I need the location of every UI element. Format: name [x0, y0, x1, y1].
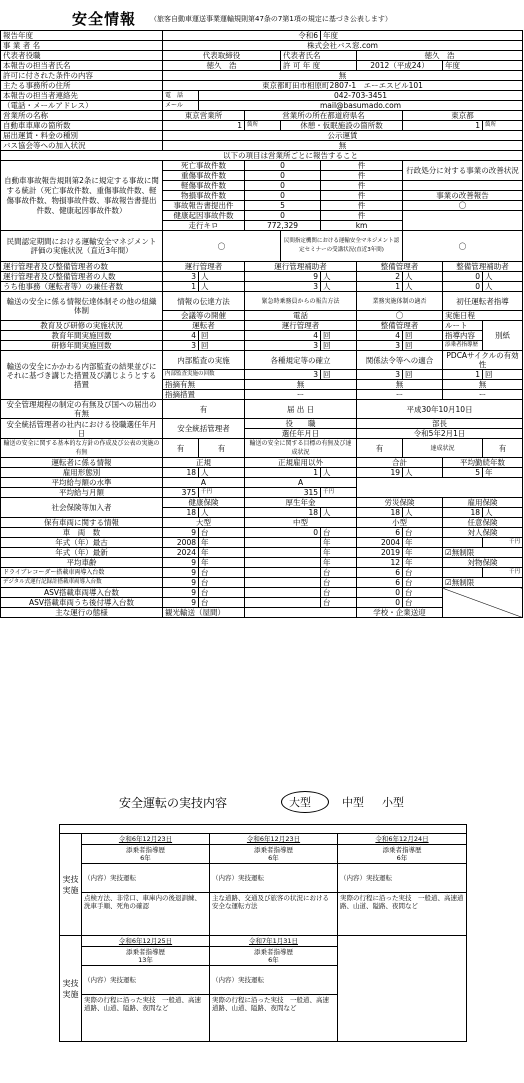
row-vehicles-dig: デジタル式運行記録計搭載車両導入台数 9 台 台 6 台 ☑無制限 [1, 578, 523, 588]
row-fare: 届出運賃・料金の種別 公示運賃 [1, 131, 523, 141]
row-managers-count: 運行管理者及び整備管理者の人数 3 人 9 人 2 人 0 人 [1, 272, 523, 282]
row-vehicles-dr: ドライブレコーダー搭載車両導入台数 9 台 台 6 台 千円 [1, 568, 523, 578]
row-vehicles-new: 年式（年）最新 2024 年 年 2019 年 ☑無制限 [1, 548, 523, 558]
page-title: 安全情報 [72, 10, 137, 28]
row-insurance-vals: 18 人 18 人 18 人 18 人 [1, 508, 523, 518]
row-managers-resp: うち他事務（運転者等）の兼任者数 1 人 3 人 1 人 0 人 [1, 282, 523, 292]
row-representative: 代表者役職 代表取締役 代表者氏名 徳久 浩 [1, 51, 523, 61]
row-office-name: 営業所の名称 東京営業所 営業所の所在都道府県名 東京都 [1, 111, 523, 121]
row-contact-tel: 本報告の担当者連絡先 電 話 042-703-3451 [1, 91, 523, 101]
row-edu-year: 教育年間実施回数 4 回 4 回 4 回 指導内容 [1, 331, 523, 341]
row-office-address: 主たる事務所の住所 東京都町田市相原町2807-1 エーエスビル101 [1, 81, 523, 91]
safety-info-table [0, 30, 523, 618]
row-report-year: 報告年度 令和6 年度 [1, 31, 523, 41]
row-audit-measures: 指摘有無 無 無 無 [1, 380, 523, 390]
accident-row: 健康起因事故件数 0 件 [1, 211, 523, 221]
row-safety-mgr-2: 選任年月日 令和5年2月1日 [1, 429, 523, 439]
size-small: 小型 [382, 796, 404, 809]
practice-block-2-detail: 実際の行程に沿った実技 一般道、高速道路、山道、隘路、夜間など 実際の行程に沿った実技 一般道、高速道路、山道、隘路、夜間など [60, 995, 467, 1042]
accident-row: 物損事故件数 0 件 事業の改善報告 [1, 191, 523, 201]
row-vehicles-asv: ASV搭載車両導入台数 9 台 台 0 台 [1, 588, 523, 598]
row-drivers-wage: 平均給与月額 375 千円 315 千円 [1, 488, 523, 498]
unlimited-checkbox: ☑無制限 [443, 578, 523, 588]
row-per-office-note: 以下の項目は営業所ごとに報告すること [1, 151, 523, 161]
practice-block-2-content: （内容）実技運転 （内容）実技運転 [60, 966, 467, 995]
practice-spacer [60, 825, 467, 834]
row-info: 輸送の安全に係る情報伝達体制その他の組織体制 情報の伝達方法 緊急時乗務員からの報告方法 業務実施体制の適否 初任運転者指導 [1, 292, 523, 311]
row-vehicles-old: 年式（年）最古 2008 年 年 2004 年 千円 [1, 538, 523, 548]
row-vehicles-asv2: ASV搭載車両うち後付導入台数 9 台 台 0 台 [1, 598, 523, 608]
accident-row: 軽傷事故件数 0 件 [1, 181, 523, 191]
row-audit-count: 内部監査実施の回数 3 回 3 回 1 回 [1, 370, 523, 380]
row-vehicles-main: 主な運行の態様 観光輸送（屋間） 学校・企業送迎 [1, 608, 523, 618]
row-train-year: 研修年間実施回数 3 回 3 回 3 回 添乗者指導歴 [1, 341, 523, 351]
row-managers-header: 運行管理者及び整備管理者の数 運行管理者 運行管理補助者 整備管理者 整備管理補助者 [1, 262, 523, 272]
row-certification: 民間認定期間における運輸安全マネジメント評価の実施状況（直近3年間） 〇 民間指定機関における運輸安全マネジメント認定セミナーの受講状況(直近3年間) 〇 [1, 231, 523, 262]
practice-block-1-content: （内容）実技運転 （内容）実技運転 （内容）実技運転 [60, 864, 467, 893]
size-mid: 中型 [342, 796, 364, 809]
row-association: バス協会等への加入状況 無 [1, 141, 523, 151]
row-vehicles-avg: 平均車齢 9 年 年 12 年 対物保険 [1, 558, 523, 568]
row-safety-mgr: 安全統括管理者の社内における役職選任年月日 安全統括管理者 役 職 部長 [1, 419, 523, 429]
row-contact-mail: （電話・メールアドレス） メール mail@basumado.com [1, 101, 523, 111]
row-audit-actions: 指摘措置 ー ー ー [1, 390, 523, 400]
practice-block-1: 実技実施 令和6年12月23日 令和6年12月23日 令和6年12月24日 [60, 834, 467, 845]
row-garage: 自動車車庫の箇所数 1 箇所 休憩・仮眠施設の箇所数 1 箇所 [1, 121, 523, 131]
row-drivers-level: 平均給与額の水準 A A [1, 478, 523, 488]
row-permit-cond: 許可に付された条件の内容 無 [1, 71, 523, 81]
page-subtitle: （旅客自動車運送事業運輸規則第47条の7第1項の規定に基づき公表します） [150, 15, 392, 23]
size-large: 大型 [289, 796, 311, 809]
practice-block-1-hist: 添乗者指導歴 6年 添乗者指導歴 6年 添乗者指導歴 6年 [60, 845, 467, 864]
practice-title: 安全運転の実技内容 [119, 796, 228, 810]
accident-row: 走行キロ 772,329 km [1, 221, 523, 231]
practice-table [59, 824, 467, 1042]
driving-practice-section [59, 782, 466, 1047]
row-audit: 輸送の安全にかかわる内部監査の結果並びにそれに基づき講じた措置及び講じようとする措置 内部監査の実施 各種規定等の確立 関係法令等への適合 PDCAサイクルの有効性 [1, 351, 523, 370]
practice-header [59, 782, 466, 822]
accident-row: 重傷事故件数 0 件 [1, 171, 523, 181]
practice-block-1-detail: 点検方法、非常口、車庫内の後退訓練、洗車手順、死角の確認 主な道路、交通及び旅客の状況における安全な運転方法 実際の行程に沿った実技 一般道、高速道路、山道、隘路、夜間など [60, 893, 467, 936]
row-drivers-header: 運転者に係る情報 正規 正規雇用以外 合計 平均勤続年数 [1, 458, 523, 468]
row-hq-person: 本報告の担当者氏名 徳久 浩 許 可 年 度 2012（平成24） 年度 [1, 61, 523, 71]
row-insurance-header: 社会保険等加入者 健康保険 厚生年金 労災保険 雇用保険 [1, 498, 523, 508]
row-vehicles-header: 保有車両に関する情報 大型 中型 小型 任意保険 [1, 518, 523, 528]
document-header [0, 8, 524, 28]
practice-block-2-hist: 添乗者指導歴 13年 添乗者指導歴 6年 [60, 947, 467, 966]
row-edu: 教育及び研修の実施状況 運転者 運行管理者 整備管理者 ルート 別紙 [1, 321, 523, 331]
row-info-2: 会議等の開催 電話 〇 実施日程 [1, 311, 523, 321]
row-safety-rules: 安全管理規程の制定の有無及び国への届出の有無 有 届 出 日 平成30年10月10日 [1, 400, 523, 419]
row-company: 事 業 者 名 株式会社バス窓.com [1, 41, 523, 51]
accident-row: 自動車事故報告規則第2条に規定する事故に関する統計（死亡事故件数、重傷事故件数、軽傷事故件数、物損事故件数、事故報告書提出件数、健康起因事故件数） 死亡事故件数 0 件 行政処分に対する事業の改善状況 [1, 161, 523, 171]
unlimited-checkbox: ☑無制限 [443, 548, 523, 558]
row-vehicles-count: 車 両 数 9 台 0 台 6 台 対人保険 [1, 528, 523, 538]
accident-row: 事故報告書提出件 5 件 〇 [1, 201, 523, 211]
row-drivers-form: 雇用形態別 18 人 1 人 19 人 5 年 [1, 468, 523, 478]
row-plan: 輸送の安全に関する基本的な方針の作成及び公表の実施の有無 有 有 輸送の安全に関する目標の有無及び達成状況 有 達成状況 有 [1, 439, 523, 458]
practice-block-2: 実技実施 令和6年12月25日 令和7年1月31日 [60, 936, 467, 947]
